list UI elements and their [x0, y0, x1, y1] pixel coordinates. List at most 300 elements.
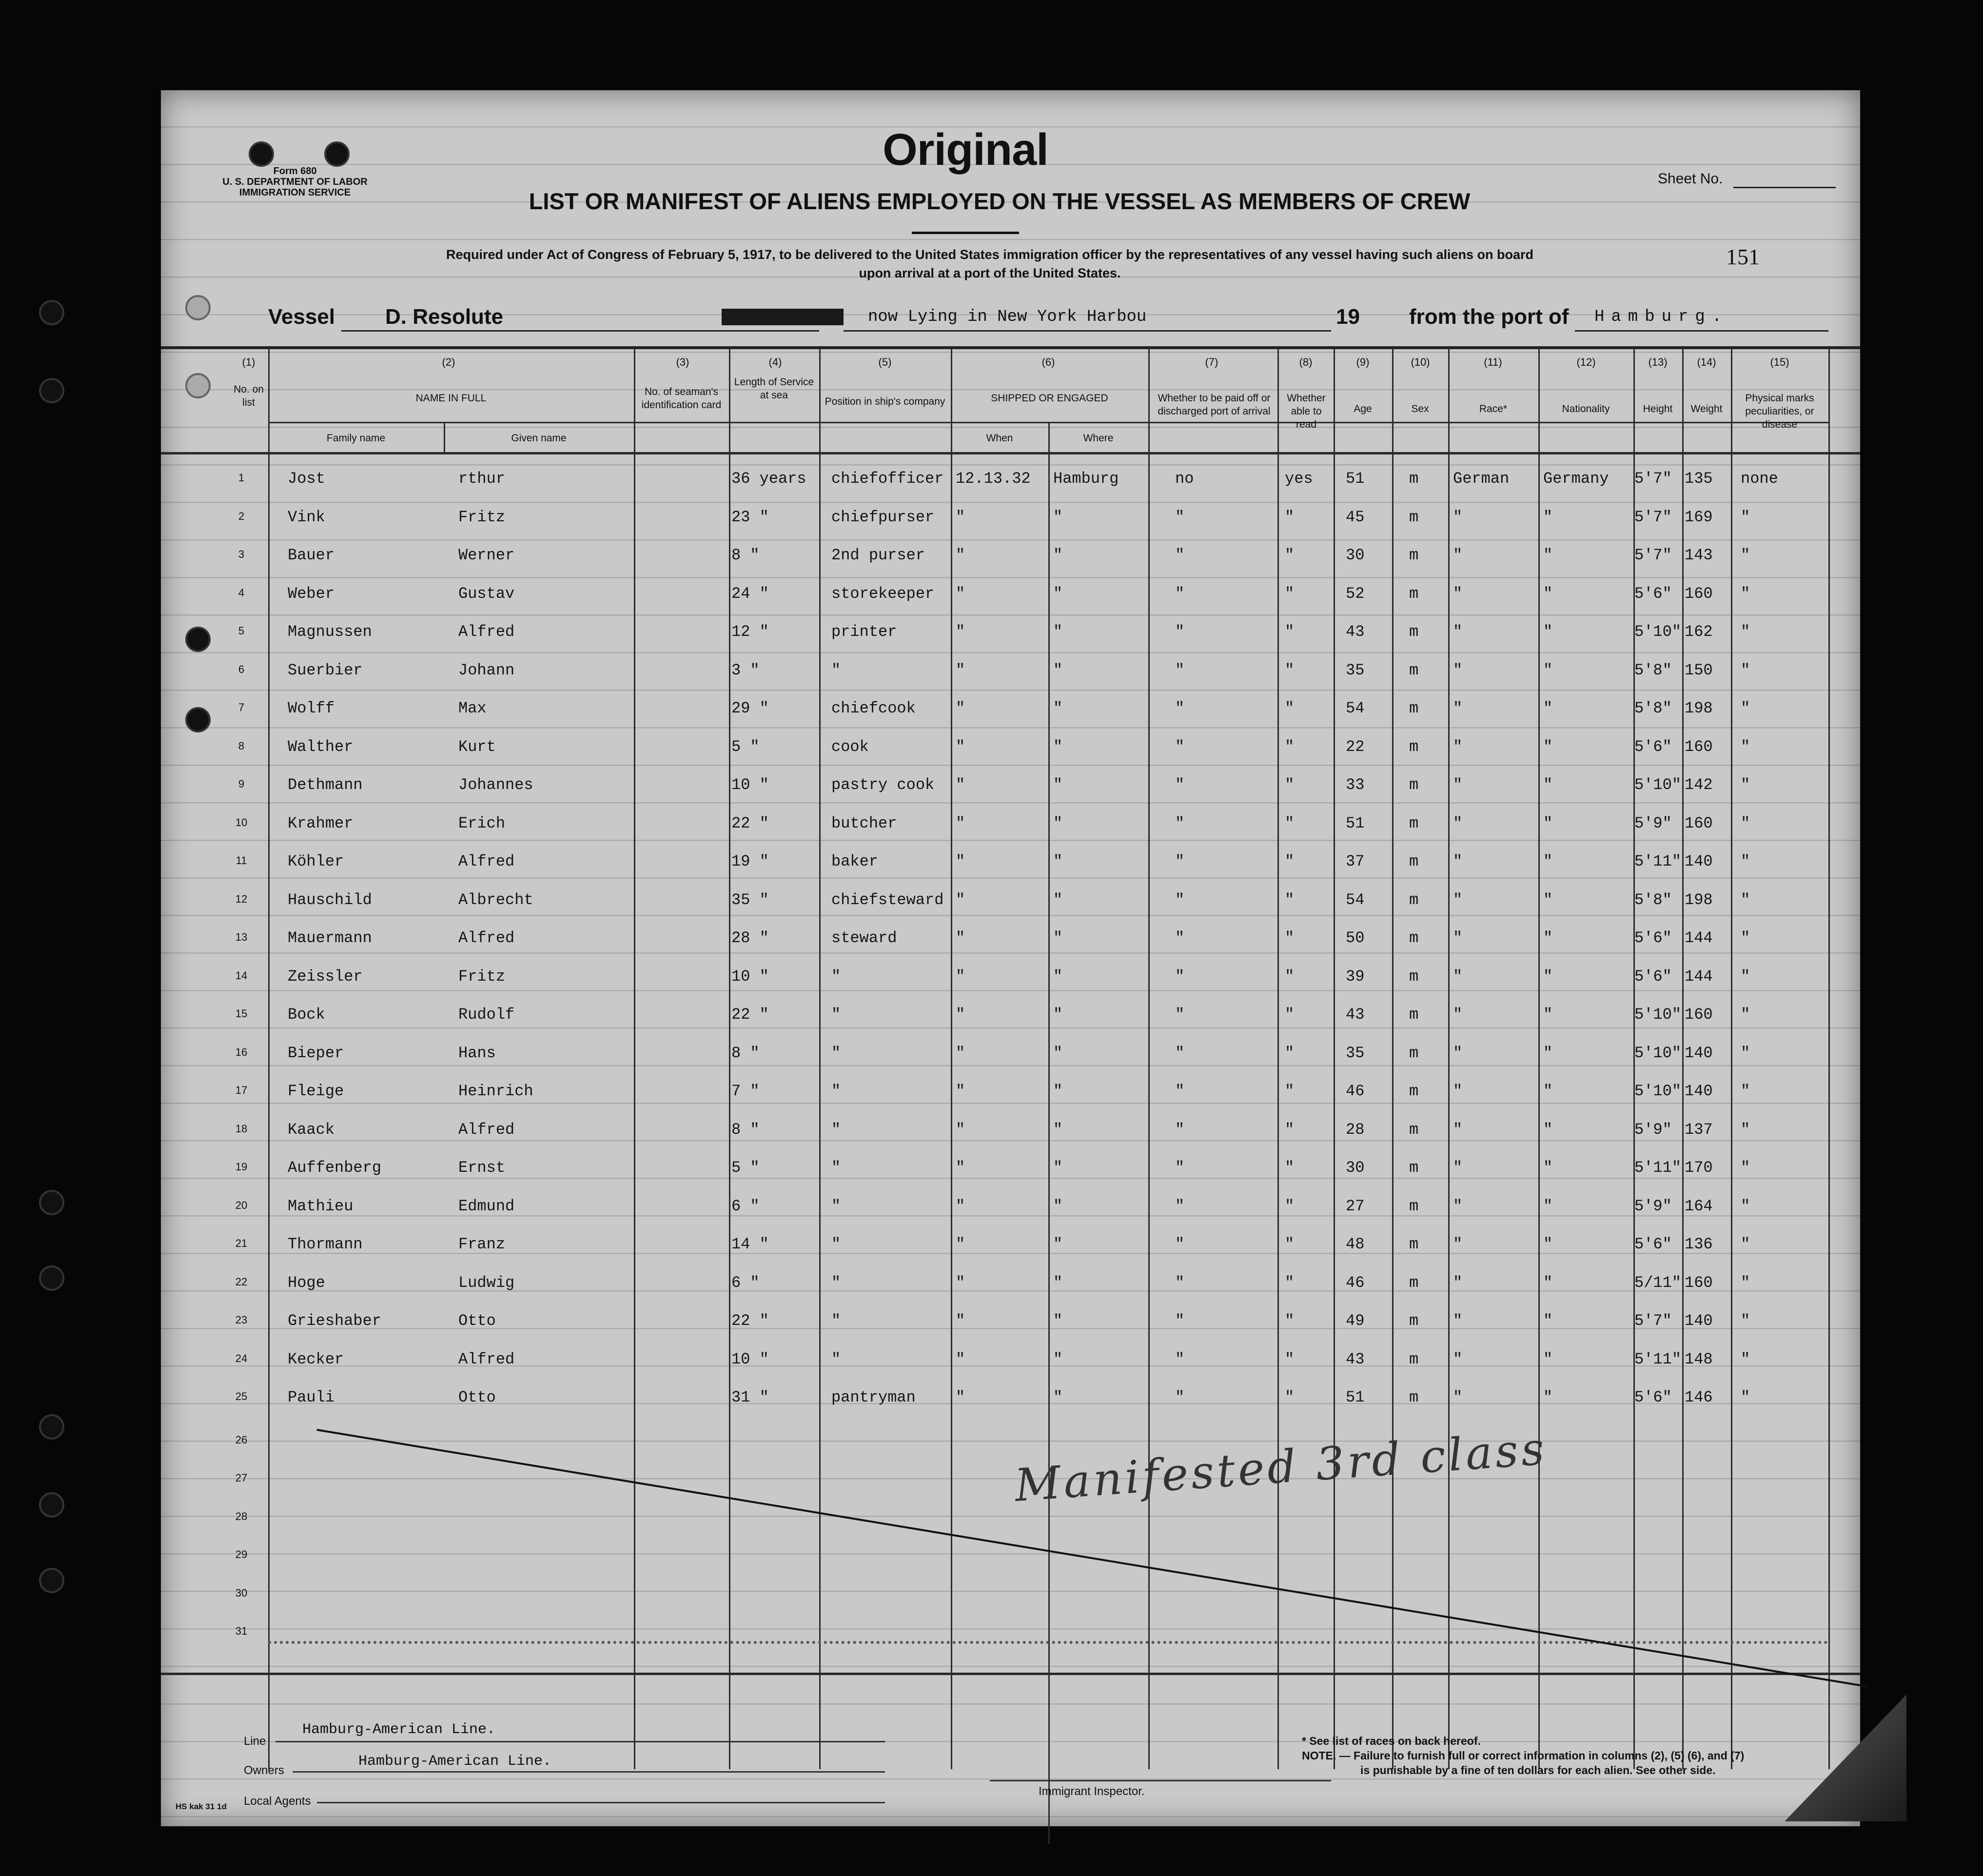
nationality: ": [1543, 1312, 1553, 1330]
physical-marks: ": [1741, 852, 1750, 870]
able-to-read: yes: [1285, 470, 1313, 488]
position: ": [831, 1235, 841, 1253]
family-name: Zeissler: [288, 967, 363, 986]
height: 5'7": [1634, 546, 1672, 564]
weight: 136: [1685, 1235, 1713, 1253]
length-of-service: 36 years: [731, 470, 806, 488]
race: ": [1453, 546, 1463, 564]
given-name: Johannes: [458, 776, 533, 794]
row-number: 19: [235, 1161, 248, 1173]
given-name: Alfred: [458, 1350, 515, 1368]
handwritten-annotation: Manifested 3rd class: [1013, 1422, 1549, 1512]
table-row: [161, 1614, 1860, 1652]
height: 5'9": [1634, 1197, 1672, 1215]
physical-marks: ": [1741, 890, 1750, 909]
year-label: 19: [1336, 305, 1360, 329]
age: 54: [1346, 890, 1365, 909]
paid-off: ": [1175, 1235, 1185, 1253]
weight: 198: [1685, 699, 1713, 717]
shipped-where: ": [1053, 1197, 1063, 1215]
age: 35: [1346, 661, 1365, 679]
nationality: ": [1543, 508, 1553, 526]
shipped-when: ": [956, 661, 965, 679]
physical-marks: ": [1741, 1006, 1750, 1024]
able-to-read: ": [1285, 967, 1295, 986]
age: 33: [1346, 776, 1365, 794]
header-family-name: Family name: [326, 433, 386, 444]
nationality: ": [1543, 699, 1553, 717]
given-name: Edmund: [458, 1197, 515, 1215]
shipped-when: ": [956, 623, 965, 641]
height: 5'6": [1634, 1235, 1672, 1253]
race: ": [1453, 1235, 1463, 1253]
length-of-service: 10 ": [731, 1350, 769, 1368]
family-name: Bauer: [288, 546, 335, 564]
race: ": [1453, 623, 1463, 641]
column-number: (9): [1356, 356, 1370, 368]
shipped-when: ": [956, 1120, 965, 1139]
able-to-read: ": [1285, 1312, 1295, 1330]
shipped-where: ": [1053, 1159, 1063, 1177]
length-of-service: 8 ": [731, 1044, 760, 1062]
race: ": [1453, 1082, 1463, 1100]
table-row: [161, 691, 1860, 729]
given-name: Kurt: [458, 737, 496, 756]
sex: m: [1409, 584, 1419, 603]
weight: 140: [1685, 852, 1713, 870]
position: ": [831, 967, 841, 986]
manifest-sheet: [161, 90, 1860, 1826]
row-number: 5: [238, 625, 245, 637]
length-of-service: 23 ": [731, 508, 769, 526]
race: ": [1453, 1044, 1463, 1062]
age: 43: [1346, 1350, 1365, 1368]
family-name: Pauli: [288, 1388, 335, 1406]
paid-off: ": [1175, 699, 1185, 717]
height: 5'10": [1634, 1044, 1682, 1062]
shipped-where: ": [1053, 1006, 1063, 1024]
shipped-when: ": [956, 852, 965, 870]
race: ": [1453, 584, 1463, 603]
physical-marks: ": [1741, 508, 1750, 526]
physical-marks: ": [1741, 737, 1750, 756]
owners-label: Owners: [244, 1764, 284, 1777]
age: 43: [1346, 623, 1365, 641]
sex: m: [1409, 1082, 1419, 1100]
able-to-read: ": [1285, 1082, 1295, 1100]
height: 5'8": [1634, 661, 1672, 679]
table-row: [161, 1112, 1860, 1150]
table-row: [161, 652, 1860, 691]
height: 5'9": [1634, 814, 1672, 832]
shipped-when: ": [956, 1006, 965, 1024]
weight: 140: [1685, 1312, 1713, 1330]
given-name: Fritz: [458, 967, 506, 986]
sex: m: [1409, 661, 1419, 679]
paid-off: ": [1175, 546, 1185, 564]
line-rule: [275, 1741, 885, 1742]
row-number: 21: [235, 1237, 248, 1249]
shipped-when: ": [956, 584, 965, 603]
given-name: Fritz: [458, 508, 506, 526]
length-of-service: 28 ": [731, 929, 769, 947]
paid-off: ": [1175, 890, 1185, 909]
punch-hole: [249, 141, 274, 167]
able-to-read: ": [1285, 1120, 1295, 1139]
physical-marks: ": [1741, 1273, 1750, 1292]
column-number: (3): [676, 356, 689, 368]
age: 46: [1346, 1082, 1365, 1100]
family-name: Mathieu: [288, 1197, 353, 1215]
given-name: Erich: [458, 814, 506, 832]
service-line: IMMIGRATION SERVICE: [239, 187, 351, 198]
shipped-when: ": [956, 1159, 965, 1177]
table-row: [161, 1423, 1860, 1461]
title-underline: [912, 232, 1019, 234]
row-number: 13: [235, 931, 248, 943]
position: chiefofficer: [831, 470, 944, 488]
race: ": [1453, 967, 1463, 986]
given-name: Werner: [458, 546, 515, 564]
height: 5'7": [1634, 1312, 1672, 1330]
weight: 160: [1685, 584, 1713, 603]
table-row: [161, 576, 1860, 614]
paid-off: ": [1175, 929, 1185, 947]
nationality: ": [1543, 1273, 1553, 1292]
age: 43: [1346, 1006, 1365, 1024]
nationality: ": [1543, 584, 1553, 603]
paid-off: ": [1175, 1082, 1185, 1100]
header-position: Position in ship's company: [825, 396, 945, 407]
row-number: 7: [238, 701, 245, 713]
age: 49: [1346, 1312, 1365, 1330]
manifest-title: LIST OR MANIFEST OF ALIENS EMPLOYED ON THE VESSEL AS MEMBERS OF CREW: [529, 188, 1471, 214]
paid-off: ": [1175, 1197, 1185, 1215]
physical-marks: ": [1741, 1235, 1750, 1253]
age: 39: [1346, 967, 1365, 986]
table-row: [161, 997, 1860, 1035]
physical-marks: ": [1741, 1120, 1750, 1139]
shipped-when: ": [956, 967, 965, 986]
shipped-where: ": [1053, 814, 1063, 832]
shipped-where: ": [1053, 967, 1063, 986]
shipped-when: ": [956, 929, 965, 947]
shipped-where: Hamburg: [1053, 470, 1119, 488]
race: ": [1453, 890, 1463, 909]
table-row: [161, 1150, 1860, 1188]
able-to-read: ": [1285, 890, 1295, 909]
position: 2nd purser: [831, 546, 925, 564]
physical-marks: ": [1741, 584, 1750, 603]
age: 27: [1346, 1197, 1365, 1215]
sex: m: [1409, 1273, 1419, 1292]
column-number: (8): [1299, 356, 1313, 368]
table-row: [161, 806, 1860, 844]
row-number: 20: [235, 1199, 248, 1211]
age: 46: [1346, 1273, 1365, 1292]
header-weight: Weight: [1690, 403, 1723, 415]
footnote: [1302, 1734, 1838, 1777]
given-name: Franz: [458, 1235, 506, 1253]
row-number: 18: [235, 1122, 248, 1135]
able-to-read: ": [1285, 1006, 1295, 1024]
shipped-where: ": [1053, 776, 1063, 794]
given-name: Hans: [458, 1044, 496, 1062]
column-number: (15): [1770, 356, 1789, 368]
given-name: Heinrich: [458, 1082, 533, 1100]
physical-marks: ": [1741, 776, 1750, 794]
nationality: ": [1543, 737, 1553, 756]
line-value: Hamburg-American Line.: [302, 1721, 496, 1738]
paid-off: ": [1175, 508, 1185, 526]
nationality: ": [1543, 1044, 1553, 1062]
sex: m: [1409, 1235, 1419, 1253]
family-name: Thormann: [288, 1235, 363, 1253]
race: ": [1453, 1159, 1463, 1177]
header-name-in-full: NAME IN FULL: [415, 393, 487, 404]
shipped-when: ": [956, 737, 965, 756]
nationality: ": [1543, 1120, 1553, 1139]
table-row: [161, 499, 1860, 537]
length-of-service: 6 ": [731, 1273, 760, 1292]
shipped-where: ": [1053, 661, 1063, 679]
shipped-where: ": [1053, 1312, 1063, 1330]
race: ": [1453, 661, 1463, 679]
table-row: [161, 461, 1860, 499]
sex: m: [1409, 814, 1419, 832]
sex: m: [1409, 1120, 1419, 1139]
length-of-service: 10 ": [731, 776, 769, 794]
length-of-service: 14 ": [731, 1235, 769, 1253]
shipped-where: ": [1053, 1120, 1063, 1139]
shipped-where: ": [1053, 890, 1063, 909]
column-number: (4): [768, 356, 782, 368]
age: 28: [1346, 1120, 1365, 1139]
age: 30: [1346, 1159, 1365, 1177]
header-no-on-list: No. on list: [234, 384, 264, 408]
height: 5'10": [1634, 1082, 1682, 1100]
family-name: Bock: [288, 1006, 325, 1024]
column-number: (1): [242, 356, 255, 368]
requirement-text: [356, 245, 1624, 282]
race: ": [1453, 1006, 1463, 1024]
table-row: [161, 844, 1860, 882]
given-name: Alfred: [458, 929, 515, 947]
family-name: Weber: [288, 584, 335, 603]
table-row: [161, 1380, 1860, 1418]
weight: 160: [1685, 814, 1713, 832]
physical-marks: ": [1741, 929, 1750, 947]
footnote-penalty: NOTE. — Failure to furnish full or correct information in columns (2), (5) (6), and (7): [1302, 1749, 1745, 1762]
sex: m: [1409, 776, 1419, 794]
column-number: (6): [1041, 356, 1055, 368]
physical-marks: none: [1741, 470, 1778, 488]
vessel-location: now Lying in New York Harbou: [868, 308, 1147, 326]
table-row: [161, 1188, 1860, 1226]
age: 48: [1346, 1235, 1365, 1253]
given-name: Max: [458, 699, 487, 717]
given-name: Gustav: [458, 584, 515, 603]
table-row: [161, 1342, 1860, 1380]
physical-marks: ": [1741, 623, 1750, 641]
height: 5'6": [1634, 1388, 1672, 1406]
table-row: [161, 1500, 1860, 1538]
position: ": [831, 1120, 841, 1139]
table-row: [161, 1035, 1860, 1073]
height: 5'7": [1634, 470, 1672, 488]
weight: 137: [1685, 1120, 1713, 1139]
position: baker: [831, 852, 879, 870]
position: ": [831, 1082, 841, 1100]
race: ": [1453, 737, 1463, 756]
sex: m: [1409, 890, 1419, 909]
header-when: When: [986, 433, 1013, 444]
age: 30: [1346, 546, 1365, 564]
table-row: [161, 767, 1860, 805]
shipped-where: ": [1053, 623, 1063, 641]
table-row: [161, 1461, 1860, 1499]
race: ": [1453, 776, 1463, 794]
position: ": [831, 1044, 841, 1062]
family-name: Suerbier: [288, 661, 363, 679]
family-name: Köhler: [288, 852, 344, 870]
family-name: Hoge: [288, 1273, 325, 1292]
requirement-line: Required under Act of Congress of February 5, 1917, to be delivered to the United States immigration officer by the representatives of any vessel having such aliens on board: [446, 247, 1534, 262]
paid-off: no: [1175, 470, 1194, 488]
footnote-races: * See list of races on back hereof.: [1302, 1735, 1481, 1747]
weight: 169: [1685, 508, 1713, 526]
race: ": [1453, 1350, 1463, 1368]
vessel-name: D. Resolute: [385, 305, 504, 329]
nationality: ": [1543, 967, 1553, 986]
column-number: (11): [1484, 356, 1502, 368]
family-name: Fleige: [288, 1082, 344, 1100]
shipped-when: ": [956, 546, 965, 564]
able-to-read: ": [1285, 776, 1295, 794]
shipped-when: ": [956, 1273, 965, 1292]
column-number: (13): [1648, 356, 1668, 368]
shipped-when: ": [956, 508, 965, 526]
weight: 150: [1685, 661, 1713, 679]
column-number: (5): [878, 356, 892, 368]
form-number: [207, 166, 383, 198]
sex: m: [1409, 546, 1419, 564]
punch-hole: [39, 1265, 64, 1291]
shipped-when: ": [956, 1044, 965, 1062]
nationality: Germany: [1543, 470, 1609, 488]
sex: m: [1409, 1006, 1419, 1024]
shipped-when: ": [956, 1235, 965, 1253]
height: 5'10": [1634, 1006, 1682, 1024]
weight: 140: [1685, 1082, 1713, 1100]
punch-hole: [39, 378, 64, 403]
header-where: Where: [1083, 433, 1114, 444]
local-agents-label: Local Agents: [244, 1795, 311, 1808]
given-name: Otto: [458, 1312, 496, 1330]
height: 5'6": [1634, 584, 1672, 603]
physical-marks: ": [1741, 1197, 1750, 1215]
age: 22: [1346, 737, 1365, 756]
paid-off: ": [1175, 1044, 1185, 1062]
row-number: 2: [238, 510, 245, 522]
shipped-where: ": [1053, 929, 1063, 947]
weight: 142: [1685, 776, 1713, 794]
header-able-read: Whether able to read: [1287, 393, 1326, 430]
able-to-read: ": [1285, 1197, 1295, 1215]
age: 52: [1346, 584, 1365, 603]
race: ": [1453, 852, 1463, 870]
able-to-read: ": [1285, 546, 1295, 564]
position: ": [831, 661, 841, 679]
sex: m: [1409, 737, 1419, 756]
paid-off: ": [1175, 623, 1185, 641]
physical-marks: ": [1741, 661, 1750, 679]
inspector-label: Immigrant Inspector.: [1039, 1785, 1145, 1798]
sex: m: [1409, 1388, 1419, 1406]
age: 51: [1346, 814, 1365, 832]
given-name: rthur: [458, 470, 506, 488]
race: ": [1453, 699, 1463, 717]
physical-marks: ": [1741, 814, 1750, 832]
vessel-line: [268, 305, 1828, 334]
sex: m: [1409, 929, 1419, 947]
race: ": [1453, 929, 1463, 947]
family-name: Hauschild: [288, 890, 372, 909]
shipped-where: ": [1053, 584, 1063, 603]
sex: m: [1409, 623, 1419, 641]
table-row: [161, 959, 1860, 997]
height: 5'9": [1634, 1120, 1672, 1139]
position: printer: [831, 623, 897, 641]
shipped-when: ": [956, 1312, 965, 1330]
family-name: Mauermann: [288, 929, 372, 947]
height: 5/11": [1634, 1273, 1682, 1292]
weight: 135: [1685, 470, 1713, 488]
height: 5'8": [1634, 890, 1672, 909]
race: ": [1453, 1312, 1463, 1330]
form-number-line: Form 680: [273, 166, 317, 177]
header-race: Race*: [1479, 403, 1508, 415]
department-line: U. S. DEPARTMENT OF LABOR: [222, 177, 368, 187]
sheet-number-label: Sheet No.: [1658, 171, 1723, 187]
row-number: 31: [235, 1625, 248, 1637]
given-name: Albrecht: [458, 890, 533, 909]
position: chiefpurser: [831, 508, 935, 526]
header-nationality: Nationality: [1562, 403, 1610, 415]
race: ": [1453, 508, 1463, 526]
length-of-service: 29 ": [731, 699, 769, 717]
able-to-read: ": [1285, 1044, 1295, 1062]
punch-hole: [185, 373, 211, 398]
redacted-text: [722, 309, 844, 325]
row-number: 6: [238, 663, 245, 675]
nationality: ": [1543, 929, 1553, 947]
physical-marks: ": [1741, 546, 1750, 564]
vessel-label: Vessel: [268, 305, 335, 329]
race: ": [1453, 1388, 1463, 1406]
physical-marks: ": [1741, 1082, 1750, 1100]
height: 5'11": [1634, 1350, 1682, 1368]
vessel-rule: [341, 330, 819, 332]
shipped-when: ": [956, 1388, 965, 1406]
weight: 143: [1685, 546, 1713, 564]
sex: m: [1409, 1159, 1419, 1177]
shipped-where: ": [1053, 1044, 1063, 1062]
family-name: Kaack: [288, 1120, 335, 1139]
shipped-where: ": [1053, 737, 1063, 756]
weight: 144: [1685, 967, 1713, 986]
row-number: 9: [238, 778, 245, 790]
